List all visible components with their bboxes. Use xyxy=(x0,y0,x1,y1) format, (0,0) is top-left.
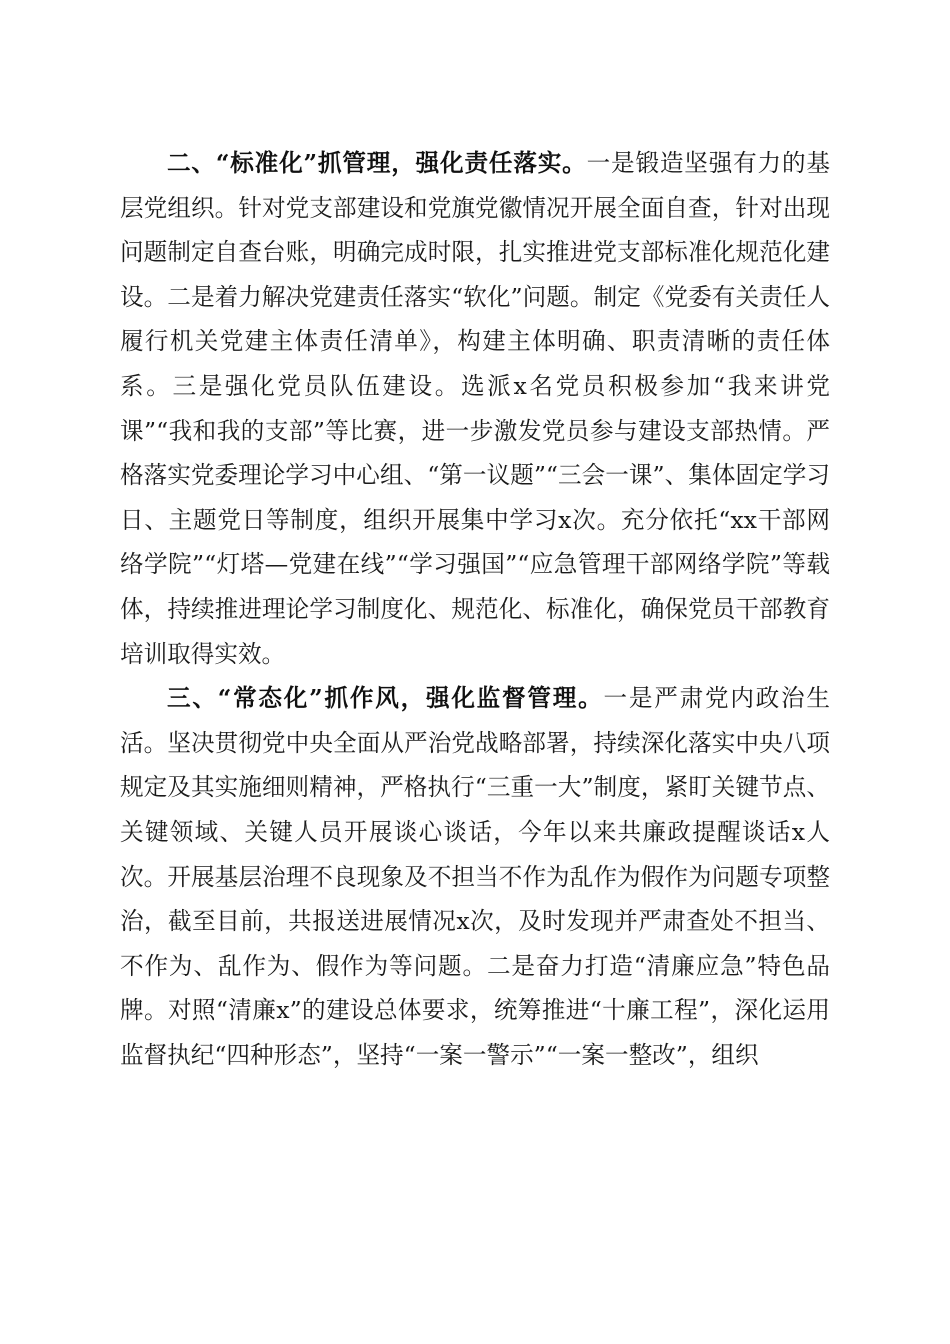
paragraph-heading: 三、“常态化”抓作风，强化监督管理。 xyxy=(167,684,604,713)
paragraph-normalization xyxy=(120,676,830,1077)
paragraph-text: 一是锻造坚强有力的基层党组织。针对党支部建设和党旗党徽情况开展全面自查，针对出现问题制定自查台账，明确完成时限，扎实推进党支部标准化规范化建设。二是着力解决党建责任落实“软化”问题。制定《党委有关责任人履行机关党建主体责任清单》，构建主体明确、职责清晰的责任体系。三是强化党员队伍建设。选派x名党员积极参加“我来讲党课”“我和我的支部”等比赛，进一步激发党员参与建设支部热情。严格落实党委理论学习中心组、“第一议题”“三会一课”、集体固定学习日、主题党日等制度，组织开展集中学习x次。充分依托“xx干部网络学院”“灯塔—党建在线”“学习强国”“应急管理干部网络学院”等载体，持续推进理论学习制度化、规范化、标准化，确保党员干部教育培训取得实效。 xyxy=(120,149,831,668)
document-body xyxy=(120,141,830,1077)
paragraph-heading: 二、“标准化”抓管理，强化责任落实。 xyxy=(167,149,587,177)
paragraph-standardization xyxy=(120,141,830,676)
paragraph-text: 一是严肃党内政治生活。坚决贯彻党中央全面从严治党战略部署，持续深化落实中央八项规定及其实施细则精神，严格执行“三重一大”制度，紧盯关键节点、关键领域、关键人员开展谈心谈话，今年以来共廉政提醒谈话x人次。开展基层治理不良现象及不担当不作为乱作为假作为问题专项整治，截至目前，共报送进展情况x次，及时发现并严肃查处不担当、不作为、乱作为、假作为等问题。二是奋力打造“清廉应急”特色品牌。对照“清廉x”的建设总体要求，统筹推进“十廉工程”，深化运用监督执纪“四种形态”，坚持“一案一警示”“一案一整改”，组织 xyxy=(120,684,831,1069)
